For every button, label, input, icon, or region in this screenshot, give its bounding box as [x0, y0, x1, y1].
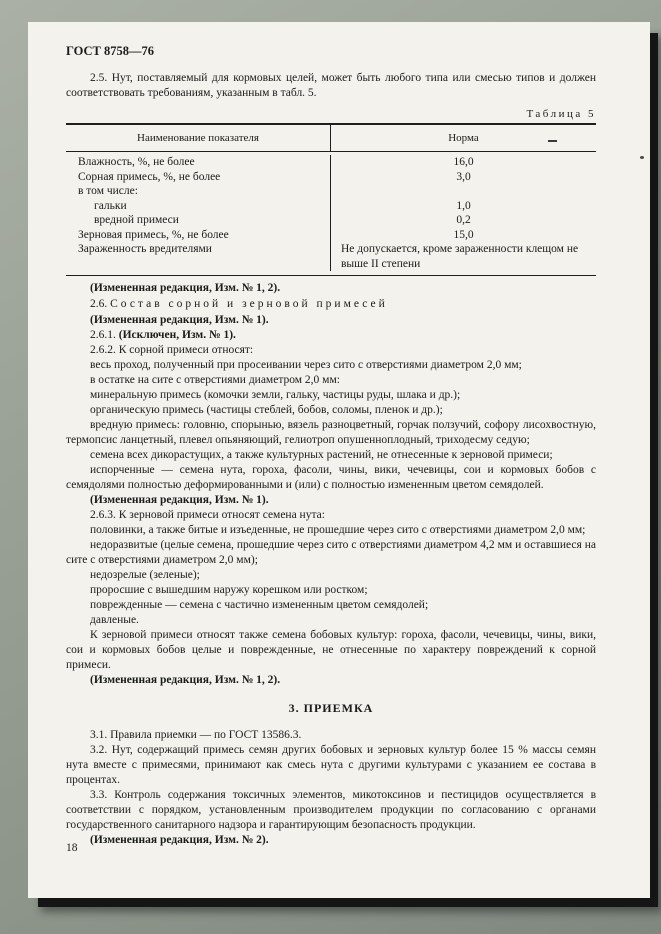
- list-item: половинки, а также битые и изъеденные, не прошедшие через сито с отверстиями диаметром 2,0 мм;: [90, 524, 586, 536]
- list-item: недоразвитые (целые семена, прошедшие через сито с отверстиями диаметром 4,2 мм и оставшиеся на сите с отверстиями диаметром 2,0 мм);: [66, 539, 596, 566]
- clause-2-6-2: 2.6.2. К сорной примеси относят:: [90, 344, 254, 356]
- list-item: в остатке на сите с отверстиями диаметром 2,0 мм:: [90, 374, 340, 386]
- scan-artifact: [548, 140, 557, 142]
- clause-3-1: 3.1. Правила приемки — по ГОСТ 13586.3.: [90, 729, 302, 741]
- scan-artifact: [640, 156, 644, 159]
- clause-2-6-1: [66, 328, 596, 343]
- list-item: поврежденные — семена с частично измененным цветом семядолей;: [90, 599, 429, 611]
- table-cell-norm: [331, 184, 596, 199]
- table-header-norm: Норма: [448, 132, 479, 144]
- table-header-row: [66, 125, 596, 152]
- clause-2-5: 2.5. Нут, поставляемый для кормовых целей, может быть любого типа или смесью типов и должен соответствовать требованиям, указанным в табл. 5.: [66, 72, 596, 99]
- table-cell-name: Сорная примесь, %, не более: [66, 170, 331, 185]
- clause-3-3: 3.3. Контроль содержания токсичных элементов, микотоксинов и пестицидов осуществляется в соответствии с порядком, установленным производителем продукции по согласованию с органами государственного санитарного надзора и гарантирующим безопасность продукции.: [66, 789, 596, 831]
- table-cell-name: вредной примеси: [66, 213, 331, 228]
- list-item: органическую примесь (частицы стеблей, бобов, соломы, пленок и др.);: [90, 404, 443, 416]
- scanned-page: [28, 22, 650, 898]
- table-row: [66, 242, 596, 271]
- table-cell-name: Зерновая примесь, %, не более: [66, 228, 331, 243]
- table-cell-name: Зараженность вредителями: [66, 242, 331, 271]
- clause-title: Состав сорной и зерновой примесей: [110, 298, 388, 310]
- table-row: [66, 184, 596, 199]
- table-cell-norm: 3,0: [456, 170, 471, 183]
- clause-text: (Исключен, Изм. № 1).: [118, 329, 236, 341]
- table-row: [66, 213, 596, 228]
- list-item: вредную примесь: головню, спорынью, вязель разноцветный, горчак ползучий, софору лисохвостную, термопсис ланцетный, плевел опьяняющий, гелиотроп опушенноплодный, триходесму седую;: [66, 419, 596, 446]
- clause-3-2: 3.2. Нут, содержащий примесь семян других бобовых и зерновых культур более 15 % массы семян нута вместе с примесями, принимают как смесь нута с другими культурами с указанием ее состава в процентах.: [66, 744, 596, 786]
- table-row: [66, 155, 596, 170]
- table-cell-norm: 0,2: [456, 214, 471, 226]
- table-caption: Таблица 5: [526, 108, 596, 120]
- edition-note: (Измененная редакция, Изм. № 1, 2).: [90, 674, 281, 686]
- list-item: минеральную примесь (комочки земли, гальку, частицы руды, шлака и др.);: [90, 389, 461, 401]
- edition-note: (Измененная редакция, Изм. № 1).: [90, 494, 269, 506]
- table-cell-norm: 15,0: [453, 228, 474, 241]
- clause-number: 2.6.: [90, 298, 108, 310]
- table-cell-norm: 1,0: [456, 199, 471, 212]
- section-3-heading: 3. ПРИЕМКА: [288, 701, 374, 715]
- list-item: испорченные — семена нута, гороха, фасоли, чины, вики, чечевицы, сои и кормовых бобов с семядолями полностью деформированными и (или) с полностью измененным цветом семядолей.: [66, 464, 596, 491]
- table-header-name: Наименование показателя: [66, 125, 331, 151]
- clause-2-6-heading: [66, 297, 596, 312]
- table-body: [66, 152, 596, 275]
- table-cell-name: гальки: [66, 199, 331, 214]
- page-number: 18: [66, 842, 78, 854]
- list-item: давленые.: [90, 614, 139, 626]
- list-item: весь проход, полученный при просеивании через сито с отверстиями диаметром 2,0 мм;: [90, 359, 522, 371]
- list-item: семена всех дикорастущих, а также культурных растений, не отнесенные к зерновой примеси;: [90, 449, 553, 461]
- edition-note: (Измененная редакция, Изм. № 1, 2).: [90, 282, 281, 294]
- table-cell-norm: Не допускается, кроме зараженности клещом не выше II степени: [341, 243, 579, 270]
- table-row: [66, 170, 596, 185]
- edition-note: (Измененная редакция, Изм. № 1).: [90, 314, 269, 326]
- clause-2-6-3-final: К зерновой примеси относят также семена бобовых культур: гороха, фасоли, чечевицы, чины, вики, сои и кормовых бобов целые и поврежденные, не отнесенные по характеру повреждений к сорной примеси.: [66, 629, 596, 671]
- table-cell-name: Влажность, %, не более: [66, 155, 331, 170]
- table-row: [66, 199, 596, 214]
- table-row: [66, 228, 596, 243]
- edition-note: (Измененная редакция, Изм. № 2).: [90, 834, 269, 846]
- clause-2-6-3: 2.6.3. К зерновой примеси относят семена нута:: [90, 509, 325, 521]
- document-number: ГОСТ 8758—76: [66, 44, 155, 58]
- table-cell-norm: 16,0: [453, 156, 474, 168]
- list-item: проросшие с вышедшим наружу корешком или ростком;: [90, 584, 368, 596]
- list-item: недозрелые (зеленые);: [90, 569, 200, 581]
- clause-number: 2.6.1.: [90, 329, 116, 341]
- table-cell-name: в том числе:: [66, 184, 331, 199]
- requirements-table: [66, 123, 596, 276]
